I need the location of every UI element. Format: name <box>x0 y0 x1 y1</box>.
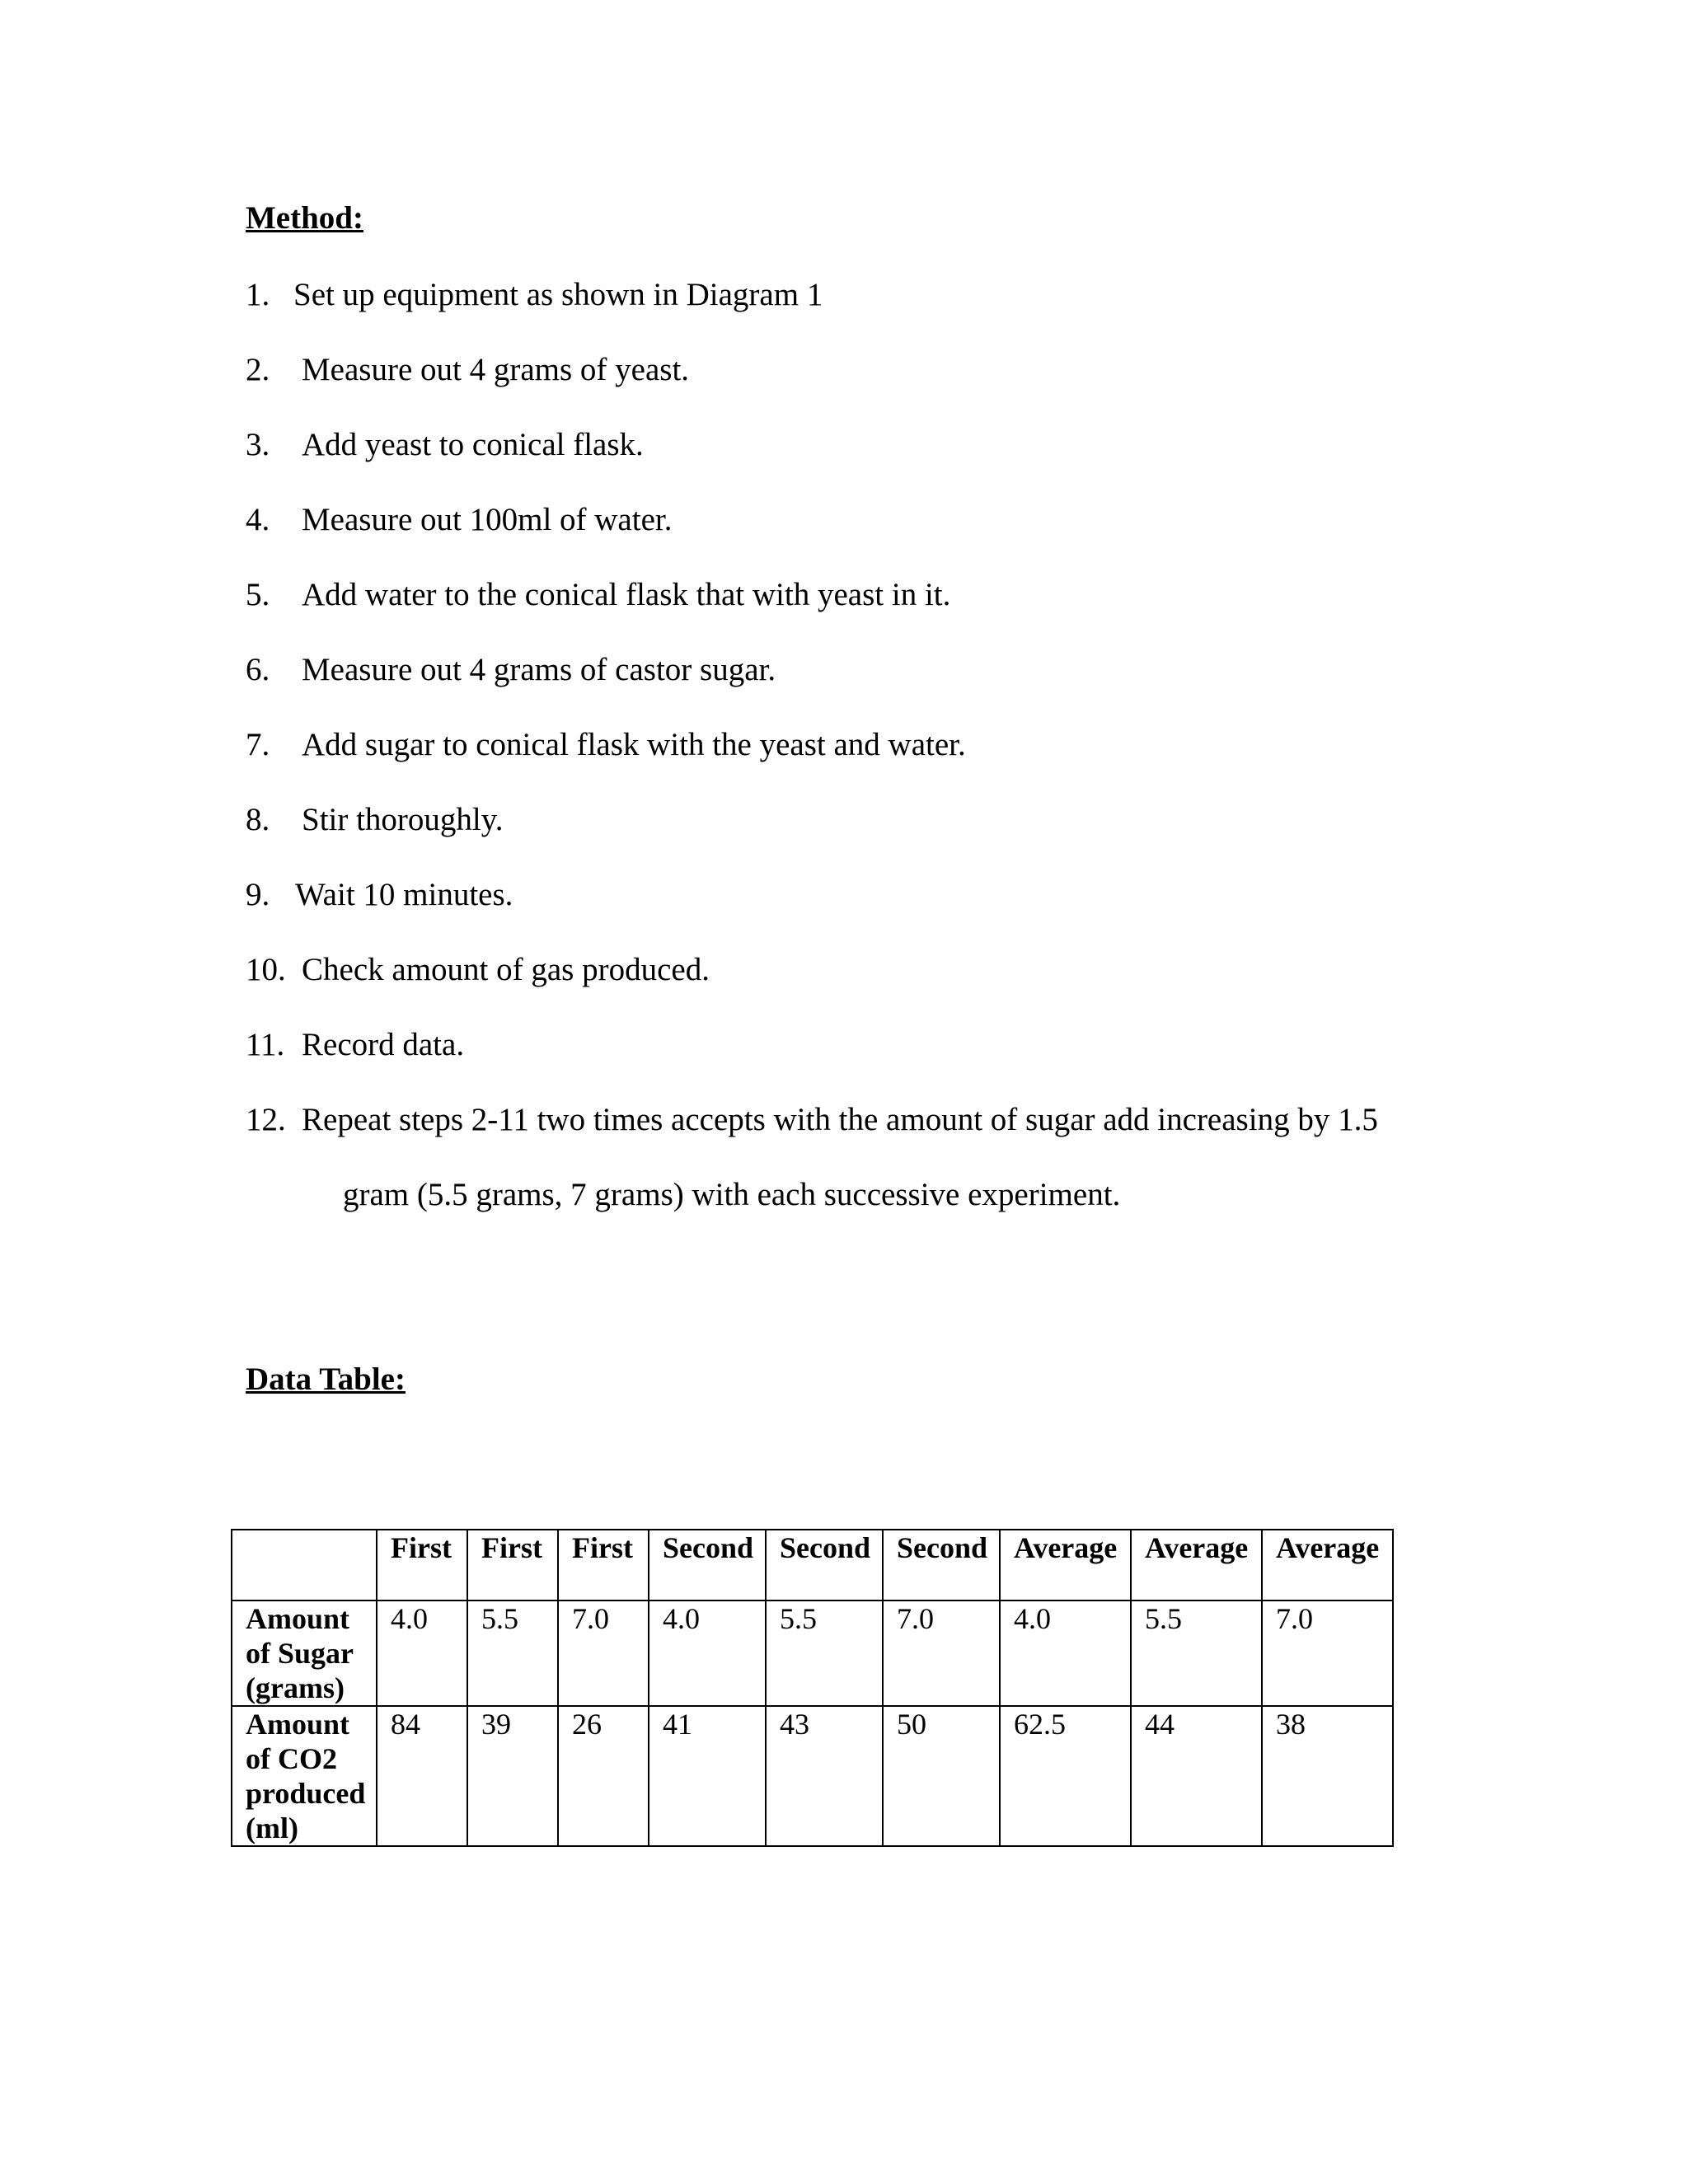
column-header: Second <box>883 1530 1000 1601</box>
step-number: 9. <box>246 877 270 912</box>
table-cell: 39 <box>467 1706 558 1846</box>
step-text: Add sugar to conical flask with the yeast and water. <box>302 727 966 762</box>
table-row <box>232 1601 1393 1706</box>
column-header: First <box>377 1530 467 1601</box>
column-header <box>232 1530 377 1601</box>
step-number: 4. <box>246 502 270 537</box>
table-cell: 84 <box>377 1706 467 1846</box>
step-text: Repeat steps 2-11 two times accepts with the amount of sugar add increasing by 1.5 <box>302 1102 1378 1137</box>
table-cell: 50 <box>883 1706 1000 1846</box>
step-text: Wait 10 minutes. <box>295 877 513 912</box>
step-continuation: gram (5.5 grams, 7 grams) with each successive experiment. <box>343 1177 1121 1212</box>
step-text: Measure out 100ml of water. <box>302 502 673 537</box>
table-cell: 5.5 <box>766 1601 883 1706</box>
step-text: Add water to the conical flask that with yeast in it. <box>302 577 951 612</box>
data-table-heading: Data Table: <box>246 1361 406 1397</box>
step-number: 1. <box>246 277 270 312</box>
table-cell: 44 <box>1131 1706 1262 1846</box>
table-cell: 38 <box>1262 1706 1393 1846</box>
table-cell: 26 <box>558 1706 649 1846</box>
step-number: 3. <box>246 427 270 462</box>
step-text: Record data. <box>302 1027 465 1062</box>
row-label: Amount of CO2 produced (ml) <box>232 1706 377 1846</box>
step-number: 7. <box>246 727 270 762</box>
table-cell: 4.0 <box>649 1601 766 1706</box>
table-row <box>232 1706 1393 1846</box>
table-cell: 4.0 <box>1000 1601 1131 1706</box>
step-text: Check amount of gas produced. <box>302 952 710 987</box>
table-cell: 5.5 <box>467 1601 558 1706</box>
step-text: Set up equipment as shown in Diagram 1 <box>293 277 823 312</box>
column-header: Average <box>1131 1530 1262 1601</box>
table-header-row <box>232 1530 1393 1601</box>
column-header: Average <box>1262 1530 1393 1601</box>
step-number: 10. <box>246 952 286 987</box>
step-text: Measure out 4 grams of yeast. <box>302 352 690 387</box>
table-cell: 7.0 <box>558 1601 649 1706</box>
step-number: 8. <box>246 802 270 837</box>
column-header: Second <box>649 1530 766 1601</box>
column-header: Second <box>766 1530 883 1601</box>
table-cell: 43 <box>766 1706 883 1846</box>
table-cell: 4.0 <box>377 1601 467 1706</box>
table-cell: 7.0 <box>1262 1601 1393 1706</box>
step-number: 6. <box>246 652 270 687</box>
step-text: Stir thoroughly. <box>302 802 504 837</box>
step-text: Add yeast to conical flask. <box>302 427 644 462</box>
table-cell: 7.0 <box>883 1601 1000 1706</box>
step-number: 5. <box>246 577 270 612</box>
column-header: First <box>558 1530 649 1601</box>
table-cell: 62.5 <box>1000 1706 1131 1846</box>
step-text: Measure out 4 grams of castor sugar. <box>302 652 776 687</box>
data-table <box>231 1529 1394 1847</box>
table-cell: 5.5 <box>1131 1601 1262 1706</box>
row-label: Amount of Sugar (grams) <box>232 1601 377 1706</box>
column-header: First <box>467 1530 558 1601</box>
column-header: Average <box>1000 1530 1131 1601</box>
step-number: 12. <box>246 1102 286 1137</box>
step-number: 11. <box>246 1027 285 1062</box>
method-heading: Method: <box>246 200 363 236</box>
step-number: 2. <box>246 352 270 387</box>
table-cell: 41 <box>649 1706 766 1846</box>
